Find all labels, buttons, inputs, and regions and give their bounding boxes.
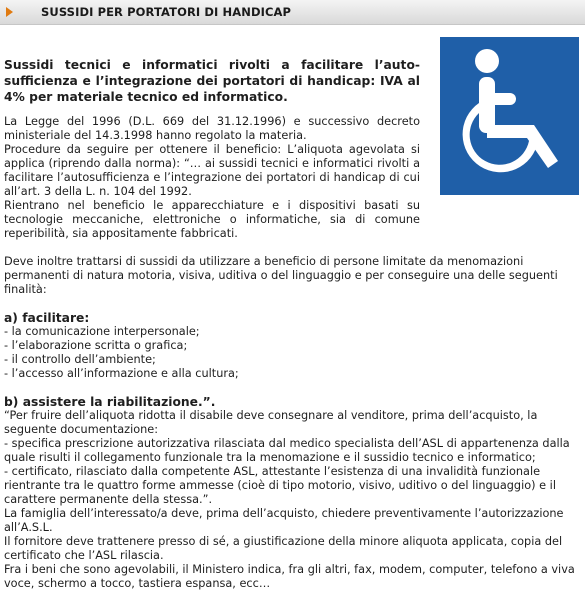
prescription-item: - specifica prescrizione autorizzativa rilasciata dal medico specialista dell’ASL di appartenenza dalla quale risulti il collegamento funzionale tra la menomazione e il sussidio tecnico e informatico;: [4, 437, 570, 464]
procedure-paragraph: Procedure da seguire per ottenere il beneficio: L’aliquota agevolata si applica (riprendo dalla norma): “… ai sussidi tecnici e informatici rivolti a facilitare l’autosufficienza e l’integrazione dei portatori di handicap di cui all’art. 3 della L. n. 104 del 1992.: [4, 143, 420, 198]
section-a-item: - il controllo dell’ambiente;: [4, 353, 156, 366]
section-a-item: - l’elaborazione scritta o grafica;: [4, 339, 188, 352]
section-a-item: - l’accesso all’informazione e alla cultura;: [4, 367, 239, 380]
supplier-note: Il fornitore deve trattenere presso di sé, a giustificazione della minore aliquota applicata, copia del certificato che l’ASL rilascia.: [4, 535, 563, 562]
section-a-item: - la comunicazione interpersonale;: [4, 325, 200, 338]
certificate-item: - certificato, rilasciato dalla competente ASL, attestante l’esistenza di una invalidità funzionale rientrante tra le quattro forme ammesse (cioè di tipo motorio, visivo, uditivo o del linguaggio) e il carattere permanente della stessa.”.: [4, 465, 556, 506]
section-b-heading: b) assistere la riabilitazione.”.: [4, 395, 216, 409]
law-paragraph: La Legge del 1996 (D.L. 669 del 31.12.1996) e successivo decreto ministeriale del 14.3.1998 hanno regolato la materia.: [4, 115, 420, 142]
header-arrow-icon: [6, 7, 13, 17]
article-body: [4, 57, 581, 591]
documentation-intro: “Per fruire dell’aliquota ridotta il disabile deve consegnare al venditore, prima dell’acquisto, la seguente documentazione:: [4, 409, 538, 436]
section-header: [0, 0, 585, 25]
section-a-heading: a) facilitare:: [4, 311, 90, 325]
purpose-paragraph: Deve inoltre trattarsi di sussidi da utilizzare a beneficio di persone limitate da menomazioni permanenti di natura motoria, visiva, uditiva o del linguaggio e per conseguire una delle seguenti finalità:: [4, 255, 558, 296]
family-note: La famiglia dell’interessato/a deve, prima dell’acquisto, chiedere preventivamente l’autorizzazione all’A.S.L.: [4, 507, 564, 534]
lead-paragraph: Sussidi tecnici e informatici rivolti a facilitare l’auto- sufficienza e l’integrazione dei portatori di handicap: IVA al 4% per materiale tecnico ed informatico.: [4, 58, 420, 104]
beneficio-paragraph: Rientrano nel beneficio le apparecchiature e i dispositivi basati su tecnologie meccaniche, elettroniche o informatiche, sia di comune reperibilità, sia appositamente fabbricati.: [4, 199, 420, 240]
section-title: SUSSIDI PER PORTATORI DI HANDICAP: [41, 5, 292, 19]
eligible-goods-note: Fra i beni che sono agevolabili, il Ministero indica, fra gli altri, fax, modem, computer, telefono a viva voce, schermo a tocco, tastiera espansa, ecc…: [4, 563, 575, 590]
